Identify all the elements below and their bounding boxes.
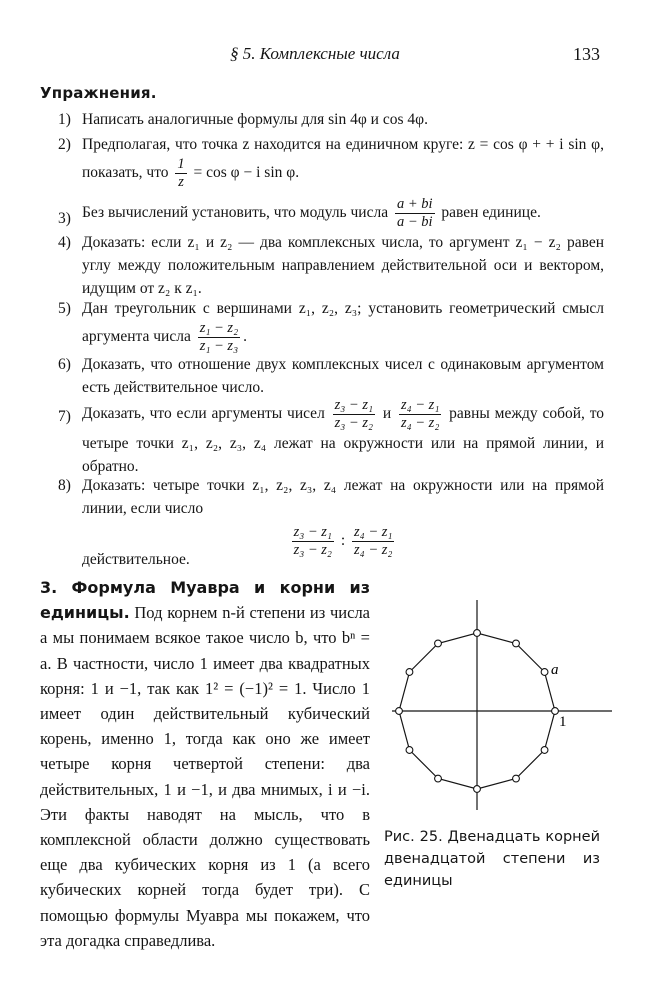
roots-of-unity-figure <box>384 598 616 816</box>
fraction-denominator: z <box>178 174 184 190</box>
fraction-denominator: z₃ − z₂ <box>293 542 332 558</box>
label-a: a <box>551 662 559 678</box>
fraction-numerator: a + bi <box>396 196 433 212</box>
exercise-text <box>82 297 604 355</box>
exercise-1 <box>58 108 604 131</box>
exercise-text-post: . <box>243 328 247 346</box>
fraction-numerator: z₁ − z₂ <box>199 320 239 336</box>
exercise-text: Доказать: четыре точки z₁, z₂, z₃, z₄ лежат на окружности или на прямой линии, если число <box>82 477 604 517</box>
exercise-text: Доказать: если z₁ и z₂ — два комплексных числа, то аргумент z₁ − z₂ равен углу между положительным направлением действительной оси и вектором, идущим от z₂ к z₁. <box>82 234 604 297</box>
exercise-number: 6) <box>58 356 71 373</box>
exercise-7 <box>58 397 604 478</box>
exercise-number: 2) <box>58 136 71 153</box>
exercise-5 <box>58 297 604 355</box>
exercise-number: 4) <box>58 234 71 251</box>
root-point-9 <box>474 786 481 793</box>
root-point-1 <box>541 669 548 676</box>
exercise-3 <box>58 196 604 231</box>
fraction-numerator: 1 <box>177 156 185 172</box>
root-point-10 <box>513 775 520 782</box>
exercise-8 <box>58 474 604 559</box>
exercise-8-tail <box>58 548 604 571</box>
exercise-text-post: = cos φ − i sin φ. <box>193 164 300 182</box>
root-point-6 <box>396 708 403 715</box>
root-point-5 <box>406 669 413 676</box>
root-point-4 <box>435 640 442 647</box>
exercise-number: 1) <box>58 111 71 128</box>
exercise-text-pre: Предполагая, что точка z находится на единичном круге: z = cos φ + + i sin φ, показать, что <box>82 136 604 182</box>
fraction-denominator: z₃ − z₂ <box>334 415 374 431</box>
root-point-2 <box>513 640 520 647</box>
exercise-number: 3) <box>58 210 71 227</box>
exercise-6 <box>58 353 604 399</box>
exercise-text: Написать аналогичные формулы для sin 4φ и cos 4φ. <box>82 111 428 128</box>
section-3-body <box>40 575 370 953</box>
root-point-11 <box>541 747 548 754</box>
fraction-numerator: z₄ − z₁ <box>400 397 440 413</box>
fraction-numerator: z₃ − z₁ <box>334 397 374 413</box>
exercise-text <box>82 133 604 191</box>
label-1: 1 <box>559 714 567 730</box>
fraction <box>175 156 186 191</box>
fraction <box>198 320 240 355</box>
fraction <box>399 397 441 432</box>
fraction <box>395 196 435 231</box>
exercise-number: 5) <box>58 300 71 317</box>
exercise-text-pre: Дан треугольник с вершинами z₁, z₂, z₃; установить геометрический смысл аргумента числа <box>82 300 604 346</box>
exercise-text-pre: Доказать, что если аргументы чисел <box>82 405 325 423</box>
exercise-text <box>82 196 604 231</box>
exercise-2 <box>58 133 604 191</box>
fraction-denominator: z₄ − z₂ <box>400 415 440 431</box>
exercise-text-post: равны между собой, то четыре точки z₁, z₂, z₃, z₄ лежат на окружности или на прямой линии, и обратно. <box>82 405 605 475</box>
fraction-denominator: z₄ − z₂ <box>354 542 393 558</box>
section-title: 3. Формула Муавра и корни из единицы. <box>40 578 370 623</box>
fraction <box>333 397 375 432</box>
fraction-numerator: z₃ − z₁ <box>293 524 332 540</box>
exercise-text <box>82 397 604 478</box>
fraction-denominator: a − bi <box>396 214 433 230</box>
exercise-4 <box>58 231 604 300</box>
ratio-sign: : <box>340 532 346 550</box>
exercise-text-mid: и <box>382 405 392 423</box>
exercise-number: 8) <box>58 477 71 494</box>
page-number: 133 <box>573 44 600 64</box>
exercise-text-pre: Без вычислений установить, что модуль числа <box>82 204 389 222</box>
exercises-heading: Упражнения. <box>40 84 157 102</box>
root-point-3 <box>474 630 481 637</box>
root-point-8 <box>435 775 442 782</box>
exercise-text-post: равен единице. <box>441 204 541 222</box>
exercise-text-after: действительное. <box>82 551 190 568</box>
exercise-number: 7) <box>58 408 71 425</box>
exercise-text: Доказать, что отношение двух комплексных чисел с одинаковым аргументом есть действительное число. <box>82 356 604 396</box>
root-point-7 <box>406 747 413 754</box>
fraction-denominator: z₁ − z₃ <box>199 338 239 354</box>
figure-caption: Рис. 25. Двенадцать корней двенадцатой степени из единицы <box>384 829 600 889</box>
section-text: Под корнем n-й степени из числа a мы понимаем всякое такое число b, что bⁿ = a. В частности, число 1 имеет два квадратных корня: 1 и −1, так как 1² = (−1)² = 1. Число 1 имеет один действительный кубический корень, именно 1, тогда как оно же имеет четыре корня четвертой степени: два действительных, 1 и −1, и два мнимых, i и −i. Эти факты наводят на мысль, что в комплексной области должно существовать еще два кубических корня из 1 (а всего кубических корней тогда будет три). С помощью формулы Муавра мы покажем, что эта догадка справедлива. <box>40 603 370 950</box>
fraction-numerator: z₄ − z₁ <box>354 524 393 540</box>
root-point-0 <box>552 708 559 715</box>
section-header: § 5. Комплексные числа <box>230 44 400 63</box>
